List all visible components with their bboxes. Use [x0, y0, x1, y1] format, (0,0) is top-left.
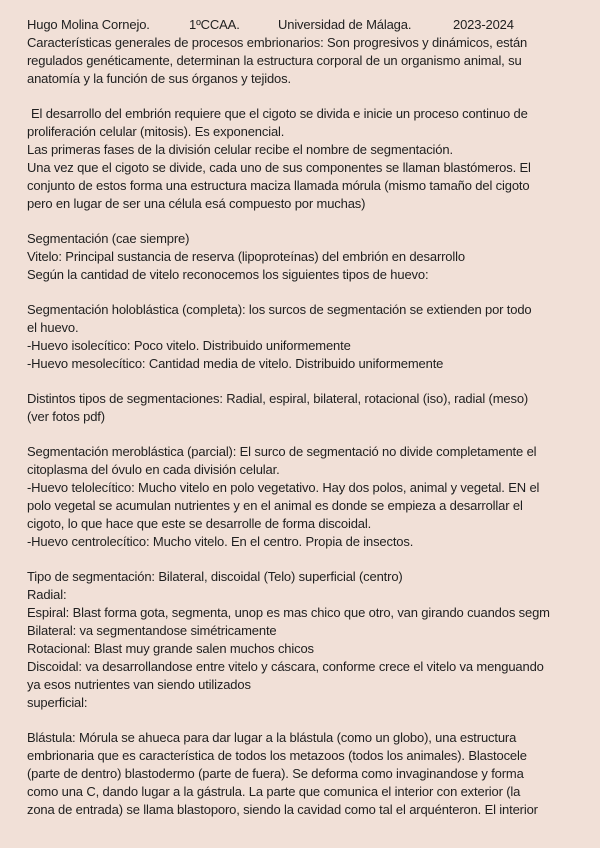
text-line: conjunto de estos forma una estructura maciza llamada mórula (mismo tamaño del cigoto — [27, 178, 530, 193]
text-line: El desarrollo del embrión requiere que el cigoto se divida e inicie un proceso continuo de — [31, 106, 528, 121]
text-line: Una vez que el cigoto se divide, cada uno de sus componentes se llaman blastómeros. El — [27, 160, 531, 175]
paragraph-general-characteristics — [27, 34, 579, 88]
text-line: Las primeras fases de la división celular recibe el nombre de segmentación. — [27, 142, 453, 157]
text-line: como una C, dando lugar a la gástrula. La parte que comunica el interior con exterior (la — [27, 784, 521, 799]
paragraph-meroblastic — [27, 443, 579, 551]
text-line: regulados genéticamente, determinan la estructura corporal de un organismo animal, su — [27, 53, 522, 68]
paragraph-segmentation-types — [27, 390, 579, 426]
text-line: Características generales de procesos embrionarios: Son progresivos y dinámicos, están — [27, 35, 528, 50]
paragraph-holoblastic — [27, 301, 579, 373]
text-line: (ver fotos pdf) — [27, 409, 105, 424]
paragraph-blastula — [27, 729, 579, 819]
text-line: Distintos tipos de segmentaciones: Radial, espiral, bilateral, rotacional (iso), radial (meso) — [27, 391, 529, 406]
text-line: (parte de dentro) blastodermo (parte de fuera). Se deforma como invaginandose y forma — [27, 766, 524, 781]
text-line: pero en lugar de ser una célula esá compuesto por muchas) — [27, 196, 366, 211]
text-line: zona de entrada) se llama blastoporo, siendo la cavidad como tal el arquénteron. El interior — [27, 802, 538, 817]
paragraph-embryo-development — [27, 105, 579, 213]
paragraph-segmentation-kinds — [27, 568, 579, 712]
text-line: Segmentación (cae siempre) — [27, 231, 190, 246]
text-line: el huevo. — [27, 320, 79, 335]
text-line: -Huevo telolecítico: Mucho vitelo en polo vegetativo. Hay dos polos, animal y vegetal. EN el — [27, 480, 540, 495]
academic-year: 2023-2024 — [453, 17, 514, 32]
text-line: proliferación celular (mitosis). Es exponencial. — [27, 124, 285, 139]
text-line: Rotacional: Blast muy grande salen muchos chicos — [27, 641, 314, 656]
text-line: Espiral: Blast forma gota, segmenta, unop es mas chico que otro, van girando cuandos segm — [27, 605, 550, 620]
text-line: Segmentación holoblástica (completa): los surcos de segmentación se extienden por todo — [27, 302, 532, 317]
text-line: ya esos nutrientes van siendo utilizados — [27, 677, 251, 692]
course-label: 1ºCCAA. — [189, 17, 240, 32]
author-name: Hugo Molina Cornejo. — [27, 17, 150, 32]
text-line: Tipo de segmentación: Bilateral, discoidal (Telo) superficial (centro) — [27, 569, 403, 584]
paragraph-segmentation — [27, 230, 579, 284]
text-line: Vitelo: Principal sustancia de reserva (lipoproteínas) del embrión en desarrollo — [27, 249, 465, 264]
text-line: citoplasma del óvulo en cada división celular. — [27, 462, 280, 477]
text-line: superficial: — [27, 695, 88, 710]
text-line: anatomía y la función de sus órganos y tejidos. — [27, 71, 291, 86]
text-line: Blástula: Mórula se ahueca para dar lugar a la blástula (como un globo), una estructura — [27, 730, 517, 745]
text-line: Discoidal: va desarrollandose entre vitelo y cáscara, conforme crece el vitelo va menguando — [27, 659, 544, 674]
text-line: embrionaria que es característica de todos los metazoos (todos los animales). Blastocele — [27, 748, 527, 763]
text-line: polo vegetal se acumulan nutrientes y en el animal es donde se empieza a desarrollar el — [27, 498, 523, 513]
text-line: Bilateral: va segmentandose simétricamente — [27, 623, 277, 638]
text-line: Segmentación meroblástica (parcial): El surco de segmentació no divide completamente el — [27, 444, 537, 459]
document-header — [27, 16, 579, 34]
text-line: Radial: — [27, 587, 67, 602]
text-line: Según la cantidad de vitelo reconocemos los siguientes tipos de huevo: — [27, 267, 429, 282]
text-line: -Huevo centrolecítico: Mucho vitelo. En el centro. Propia de insectos. — [27, 534, 414, 549]
text-line: cigoto, lo que hace que este se desarrolle de forma discoidal. — [27, 516, 372, 531]
university-name: Universidad de Málaga. — [278, 17, 412, 32]
text-line: -Huevo isolecítico: Poco vitelo. Distribuido uniformemente — [27, 338, 351, 353]
text-line: -Huevo mesolecítico: Cantidad media de vitelo. Distribuido uniformemente — [27, 356, 444, 371]
document-page — [27, 16, 579, 819]
